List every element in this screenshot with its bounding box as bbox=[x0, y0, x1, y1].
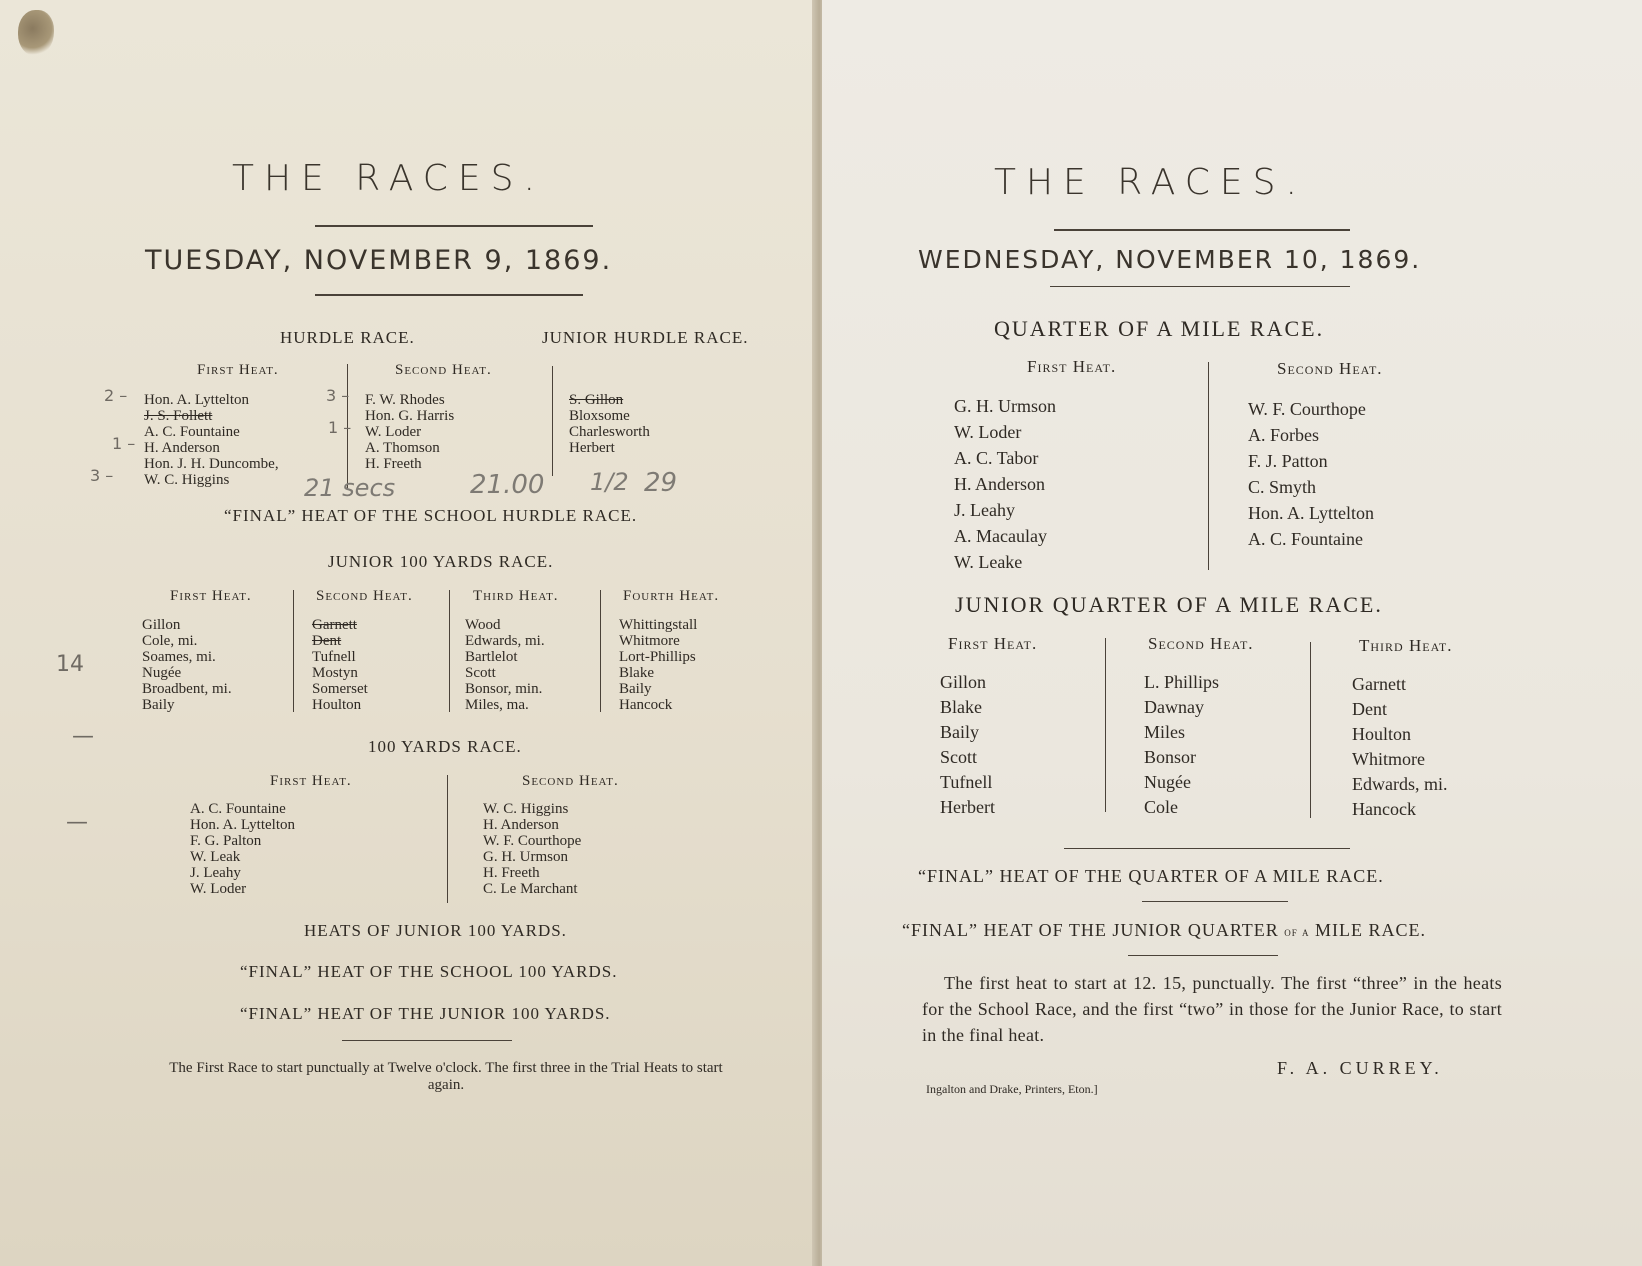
list-item: Hon. J. H. Duncombe, bbox=[144, 456, 279, 472]
list-item: F. W. Rhodes bbox=[365, 392, 445, 408]
list-item: Hon. A. Lyttelton bbox=[190, 817, 295, 833]
left-footer-rule bbox=[342, 1040, 512, 1041]
list-item: Bloxsome bbox=[569, 408, 630, 424]
pencil-mark: 2 – bbox=[104, 386, 128, 405]
quarter-divider bbox=[1208, 362, 1209, 570]
list-item: W. Loder bbox=[365, 424, 422, 440]
list-item: H. Freeth bbox=[483, 865, 540, 881]
hurdle-heading: HURDLE RACE. bbox=[280, 328, 415, 347]
list-item: Blake bbox=[619, 665, 654, 681]
junior-quarter-heading: JUNIOR QUARTER OF A MILE RACE. bbox=[955, 592, 1383, 617]
list-item: Lort-Phillips bbox=[619, 649, 696, 665]
list-item: Hon. A. Lyttelton bbox=[144, 392, 249, 408]
list-item: Bonsor bbox=[1144, 747, 1197, 767]
quarter-first-heat-label: First Heat. bbox=[1027, 357, 1117, 376]
list-item: Gillon bbox=[142, 617, 181, 633]
junior-100-heading: JUNIOR 100 YARDS RACE. bbox=[328, 552, 554, 571]
list-item: J. Leahy bbox=[190, 865, 241, 881]
final-junior-quarter-part-a: “FINAL” HEAT OF THE JUNIOR QUARTER bbox=[902, 920, 1279, 940]
list-item: W. F. Courthope bbox=[483, 833, 582, 849]
list-item: Scott bbox=[465, 665, 496, 681]
list-item: Cole bbox=[1144, 797, 1178, 817]
list-item: A. C. Fountaine bbox=[190, 801, 286, 817]
junior-quarter-heat-label-3: Third Heat. bbox=[1359, 636, 1453, 655]
pencil-mark: 1 – bbox=[328, 418, 352, 437]
list-item: Soames, mi. bbox=[142, 649, 216, 665]
right-finals-rule bbox=[1064, 848, 1350, 849]
list-item: Baily bbox=[142, 697, 175, 713]
junior-100-heat-label-2: Second Heat. bbox=[316, 588, 413, 604]
left-date-rule bbox=[315, 294, 583, 296]
list-item: Tufnell bbox=[940, 772, 993, 792]
final-junior-quarter-part-b: of a bbox=[1284, 924, 1310, 939]
final-junior-100: “FINAL” HEAT OF THE JUNIOR 100 YARDS. bbox=[240, 1004, 611, 1023]
list-item: H. Anderson bbox=[954, 474, 1045, 494]
pencil-mark: — bbox=[72, 724, 94, 749]
hurdle-second-heat-list bbox=[365, 392, 454, 472]
quarter-heading: QUARTER OF A MILE RACE. bbox=[994, 316, 1325, 341]
junior-100-heat-label-4: Fourth Heat. bbox=[623, 588, 720, 604]
junior-quarter-heat-label-2: Second Heat. bbox=[1148, 634, 1254, 653]
pencil-mark: 14 bbox=[56, 652, 84, 677]
list-item: Hon. G. Harris bbox=[365, 408, 455, 424]
right-note-rule bbox=[1128, 955, 1278, 956]
pencil-mark: 1 – bbox=[112, 434, 136, 453]
list-item: Baily bbox=[940, 722, 979, 742]
list-item: C. Le Marchant bbox=[483, 881, 578, 897]
pencil-time: 21 secs bbox=[304, 474, 396, 502]
list-item: G. H. Urmson bbox=[483, 849, 568, 865]
left-title: THE RACES. bbox=[232, 158, 545, 199]
final-junior-quarter bbox=[902, 920, 1426, 941]
list-item: Houlton bbox=[1352, 724, 1412, 744]
junior-quarter-heat-3-list bbox=[1352, 672, 1447, 822]
left-date: TUESDAY, NOVEMBER 9, 1869. bbox=[145, 245, 613, 276]
list-item: Miles bbox=[1144, 722, 1186, 742]
heats-junior-100: HEATS OF JUNIOR 100 YARDS. bbox=[304, 921, 567, 940]
yards-100-second-heat-label: Second Heat. bbox=[522, 773, 619, 789]
list-item: A. Macaulay bbox=[954, 526, 1047, 546]
list-item: Bartlelot bbox=[465, 649, 518, 665]
junior-100-heat-label-1: First Heat. bbox=[170, 588, 252, 604]
pencil-time: 1/2 bbox=[590, 468, 629, 496]
list-item: Edwards, mi. bbox=[1352, 774, 1448, 794]
junior-100-heat-label-3: Third Heat. bbox=[473, 588, 559, 604]
list-item: Somerset bbox=[312, 681, 368, 697]
final-junior-quarter-part-c: MILE RACE. bbox=[1315, 920, 1427, 940]
list-item: Miles, ma. bbox=[465, 697, 529, 713]
list-item: A. C. Tabor bbox=[954, 448, 1039, 468]
junior-100-heat-3-list bbox=[465, 617, 545, 713]
junior-hurdle-list bbox=[569, 392, 650, 456]
left-title-rule bbox=[315, 225, 593, 227]
hurdle-final: “FINAL” HEAT OF THE SCHOOL HURDLE RACE. bbox=[224, 506, 638, 525]
list-item: Hancock bbox=[619, 697, 673, 713]
quarter-second-heat-list bbox=[1248, 396, 1374, 552]
list-item: A. C. Fountaine bbox=[1248, 529, 1363, 549]
ink-stain bbox=[18, 10, 54, 56]
quarter-first-heat-list bbox=[954, 393, 1056, 575]
list-item: Garnett bbox=[312, 617, 357, 633]
list-item: L. Phillips bbox=[1144, 672, 1220, 692]
list-item: W. C. Higgins bbox=[144, 472, 230, 488]
junior-quarter-heat-1-list bbox=[940, 670, 995, 820]
list-item: Whitmore bbox=[1352, 749, 1425, 769]
junior-quarter-heat-2-list bbox=[1144, 670, 1219, 820]
junior-100-divider-1 bbox=[293, 590, 294, 712]
list-item: J. Leahy bbox=[954, 500, 1015, 520]
list-item: A. Thomson bbox=[365, 440, 440, 456]
list-item: Tufnell bbox=[312, 649, 356, 665]
list-item: H. Anderson bbox=[144, 440, 220, 456]
list-item: Dent bbox=[312, 633, 342, 649]
list-item: Gillon bbox=[940, 672, 987, 692]
right-finals-rule-2 bbox=[1142, 901, 1288, 902]
list-item: Hancock bbox=[1352, 799, 1416, 819]
list-item: W. Leake bbox=[954, 552, 1023, 572]
quarter-second-heat-label: Second Heat. bbox=[1277, 359, 1383, 378]
list-item: W. Leak bbox=[190, 849, 241, 865]
list-item: W. C. Higgins bbox=[483, 801, 569, 817]
list-item: F. J. Patton bbox=[1248, 451, 1328, 471]
list-item: Cole, mi. bbox=[142, 633, 198, 649]
hurdle-divider-2 bbox=[552, 366, 553, 476]
junior-100-heat-1-list bbox=[142, 617, 232, 713]
list-item: Wood bbox=[465, 617, 501, 633]
list-item: C. Smyth bbox=[1248, 477, 1317, 497]
junior-quarter-divider-1 bbox=[1105, 638, 1106, 812]
pencil-mark: — bbox=[66, 810, 88, 835]
list-item: W. Loder bbox=[190, 881, 247, 897]
list-item: Houlton bbox=[312, 697, 362, 713]
right-title-rule bbox=[1054, 229, 1350, 231]
pencil-time: 21.00 bbox=[470, 470, 545, 500]
list-item: Edwards, mi. bbox=[465, 633, 545, 649]
list-item: Charlesworth bbox=[569, 424, 650, 440]
right-date-rule bbox=[1050, 286, 1350, 287]
junior-100-heat-4-list bbox=[619, 617, 697, 713]
list-item: H. Freeth bbox=[365, 456, 422, 472]
list-item: Garnett bbox=[1352, 674, 1406, 694]
list-item: Mostyn bbox=[312, 665, 358, 681]
right-title: THE RACES. bbox=[994, 162, 1307, 203]
printer-credit: Ingalton and Drake, Printers, Eton.] bbox=[926, 1082, 1098, 1096]
yards-100-divider bbox=[447, 775, 448, 903]
hurdle-second-heat-label: Second Heat. bbox=[395, 362, 492, 378]
list-item: Herbert bbox=[569, 440, 615, 456]
junior-100-divider-2 bbox=[449, 590, 450, 712]
final-school-100: “FINAL” HEAT OF THE SCHOOL 100 YARDS. bbox=[240, 962, 618, 981]
junior-quarter-heat-label-1: First Heat. bbox=[948, 634, 1038, 653]
left-footer-note: The First Race to start punctually at Twelve o'clock. The first three in the Trial Heats to start again. bbox=[169, 1060, 723, 1093]
list-item: Nugée bbox=[1144, 772, 1191, 792]
junior-quarter-divider-2 bbox=[1310, 642, 1311, 818]
list-item: A. C. Fountaine bbox=[144, 424, 240, 440]
list-item: G. H. Urmson bbox=[954, 396, 1056, 416]
right-date: WEDNESDAY, NOVEMBER 10, 1869. bbox=[918, 245, 1422, 274]
list-item: Herbert bbox=[940, 797, 995, 817]
list-item: H. Anderson bbox=[483, 817, 559, 833]
list-item: Nugée bbox=[142, 665, 182, 681]
signature: F. A. CURREY. bbox=[1277, 1058, 1443, 1078]
list-item: A. Forbes bbox=[1248, 425, 1319, 445]
list-item: Baily bbox=[619, 681, 652, 697]
pencil-mark: 3 – bbox=[326, 386, 350, 405]
list-item: Blake bbox=[940, 697, 982, 717]
list-item: F. G. Palton bbox=[190, 833, 262, 849]
left-page bbox=[0, 0, 818, 1266]
right-page bbox=[822, 0, 1642, 1266]
list-item: Broadbent, mi. bbox=[142, 681, 232, 697]
yards-100-second-heat-list bbox=[483, 801, 581, 897]
hurdle-first-heat-label: First Heat. bbox=[197, 362, 279, 378]
yards-100-first-heat-list bbox=[190, 801, 295, 897]
junior-100-heat-2-list bbox=[312, 617, 368, 713]
junior-hurdle-heading: JUNIOR HURDLE RACE. bbox=[542, 328, 749, 347]
list-item: S. Gillon bbox=[569, 392, 624, 408]
list-item: Whitmore bbox=[619, 633, 680, 649]
list-item: Dawnay bbox=[1144, 697, 1204, 717]
list-item: Scott bbox=[940, 747, 978, 767]
list-item: Hon. A. Lyttelton bbox=[1248, 503, 1374, 523]
yards-100-first-heat-label: First Heat. bbox=[270, 773, 352, 789]
hurdle-first-heat-list bbox=[144, 392, 279, 488]
list-item: Bonsor, min. bbox=[465, 681, 543, 697]
junior-100-divider-3 bbox=[600, 590, 601, 712]
list-item: J. S. Follett bbox=[144, 408, 213, 424]
pencil-mark: 3 – bbox=[90, 466, 114, 485]
list-item: W. Loder bbox=[954, 422, 1022, 442]
list-item: W. F. Courthope bbox=[1248, 399, 1366, 419]
final-quarter: “FINAL” HEAT OF THE QUARTER OF A MILE RACE. bbox=[918, 866, 1384, 886]
yards-100-heading: 100 YARDS RACE. bbox=[368, 737, 522, 756]
right-start-note: The first heat to start at 12. 15, punctually. The first “three” in the heats for the School Race, and the first “two” in those for the Junior Race, to start in the final heat. bbox=[922, 973, 1502, 1045]
pencil-time: 29 bbox=[644, 468, 678, 498]
list-item: Whittingstall bbox=[619, 617, 698, 633]
list-item: Dent bbox=[1352, 699, 1387, 719]
